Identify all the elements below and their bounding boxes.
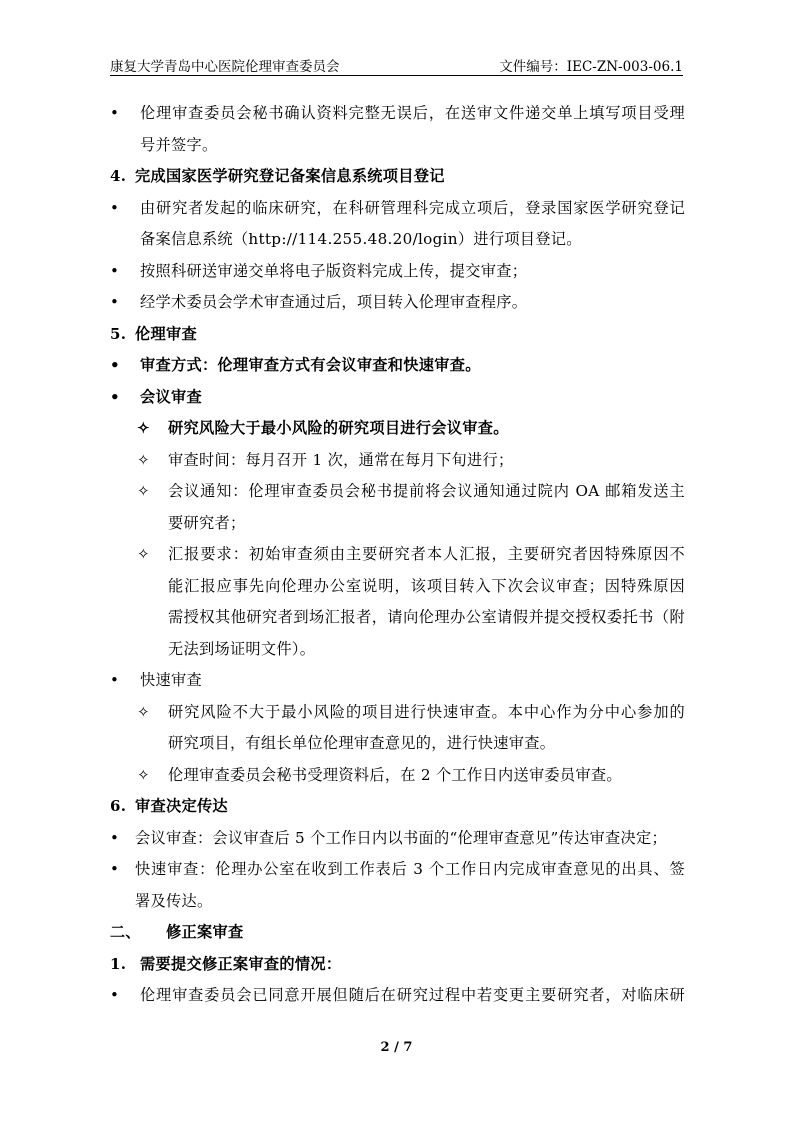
bullet-icon: • [110,828,120,847]
line-text: 快速审查 [140,671,202,689]
document-body [110,98,685,1012]
line-text: 由研究者发起的临床研究，在科研管理科完成立项后，登录国家医学研究登记 [140,198,685,217]
document-line [110,413,685,445]
bullet-icon: • [110,860,120,878]
line-text: 号并签字。 [140,135,218,154]
line-text: 研究项目，有组长单位伦理审查意见的，进行快速审查。 [168,734,556,752]
document-line [110,665,685,697]
list-number: 6. [110,797,127,815]
line-text: 审查方式：伦理审查方式有会议审查和快速审查。 [140,356,481,374]
list-number: 4. [110,167,127,185]
line-text: 会议审查：会议审查后 5 个工作日内以书面的“伦理审查意见”传达审查决定； [135,828,667,847]
star-bullet-icon: ✧ [137,765,150,784]
document-line [110,287,685,319]
line-text: 完成国家医学研究登记备案信息系统项目登记 [135,167,445,185]
document-line [110,224,685,256]
line-text: 按照科研送审递交单将电子版资料完成上传，提交审查； [140,261,528,280]
star-bullet-icon: ✧ [137,450,150,469]
page-header [110,53,683,76]
line-text: 备案信息系统（http://114.255.48.20/login）进行项目登记。 [140,230,582,248]
document-line [110,917,685,949]
line-text: 审查决定传达 [135,797,228,815]
line-text: 署及传达。 [135,891,213,910]
document-line [110,854,685,886]
line-text: 需授权其他研究者到场汇报者，请向伦理办公室请假并提交授权委托书（附 [168,608,685,626]
document-line [110,382,685,414]
line-text: 能汇报应事先向伦理办公室说明，该项目转入下次会议审查；因特殊原因 [168,576,685,595]
bullet-icon: • [110,986,120,1004]
line-text: 快速审查：伦理办公室在收到工作表后 3 个工作日内完成审查意见的出具、签 [135,860,685,878]
line-text: 无法到场证明文件）。 [168,639,316,658]
document-line [110,980,685,1012]
document-line [110,791,685,823]
bullet-icon: • [110,293,120,311]
document-line [110,350,685,382]
line-text: 会议通知：伦理审查委员会秘书提前将会议通知通过院内 OA 邮箱发送主 [168,482,685,500]
document-line [110,823,685,855]
document-line [110,949,685,981]
line-text: 伦理审查 [135,324,197,343]
document-line [110,319,685,351]
line-text: 会议审查 [140,387,202,406]
line-text: 伦理审查委员会已同意开展但随后在研究过程中若变更主要研究者，对临床研 [140,986,685,1004]
document-line [110,161,685,193]
document-line [110,697,685,729]
document-line [110,571,685,603]
star-bullet-icon: ✧ [137,702,150,721]
document-line [110,539,685,571]
line-text: 审查时间：每月召开 1 次，通常在每月下旬进行； [168,450,514,469]
list-number: 二、 [110,923,141,941]
document-line [110,130,685,162]
line-text: 经学术委员会学术审查通过后，项目转入伦理审查程序。 [140,293,528,311]
document-line [110,634,685,666]
document-line [110,476,685,508]
bullet-icon: • [110,387,120,406]
document-line [110,445,685,477]
star-bullet-icon: ✧ [137,482,150,500]
page-number: 2 / 7 [380,1040,413,1055]
document-line [110,256,685,288]
line-text: 需要提交修正案审查的情况： [140,954,342,973]
document-line [110,602,685,634]
bullet-icon: • [110,261,120,280]
line-text: 汇报要求：初始审查须由主要研究者本人汇报，主要研究者因特殊原因不 [168,545,685,563]
list-number: 1. [110,954,127,973]
header-doc-number: 文件编号：IEC-ZN-003-06.1 [499,59,683,75]
line-text: 研究风险不大于最小风险的项目进行快速审查。本中心作为分中心参加的 [168,702,685,721]
document-line [110,728,685,760]
header-org-name: 康复大学青岛中心医院伦理审查委员会 [110,59,340,75]
bullet-icon: • [110,671,120,689]
line-text: 修正案审查 [166,923,244,941]
document-line [110,760,685,792]
star-bullet-icon: ✧ [137,545,150,563]
line-text: 伦理审查委员会秘书确认资料完整无误后，在送审文件递交单上填写项目受理 [140,104,685,122]
list-number: 5. [110,324,127,343]
bullet-icon: • [110,104,120,122]
document-line [110,508,685,540]
document-line [110,98,685,130]
star-bullet-icon: ✧ [137,419,150,437]
line-text: 研究风险大于最小风险的研究项目进行会议审查。 [168,419,509,437]
document-line [110,886,685,918]
line-text: 要研究者； [168,513,246,532]
document-line [110,193,685,225]
line-text: 伦理审查委员会秘书受理资料后，在 2 个工作日内送审委员审查。 [168,765,622,784]
bullet-icon: • [110,198,120,217]
bullet-icon: • [110,356,120,374]
